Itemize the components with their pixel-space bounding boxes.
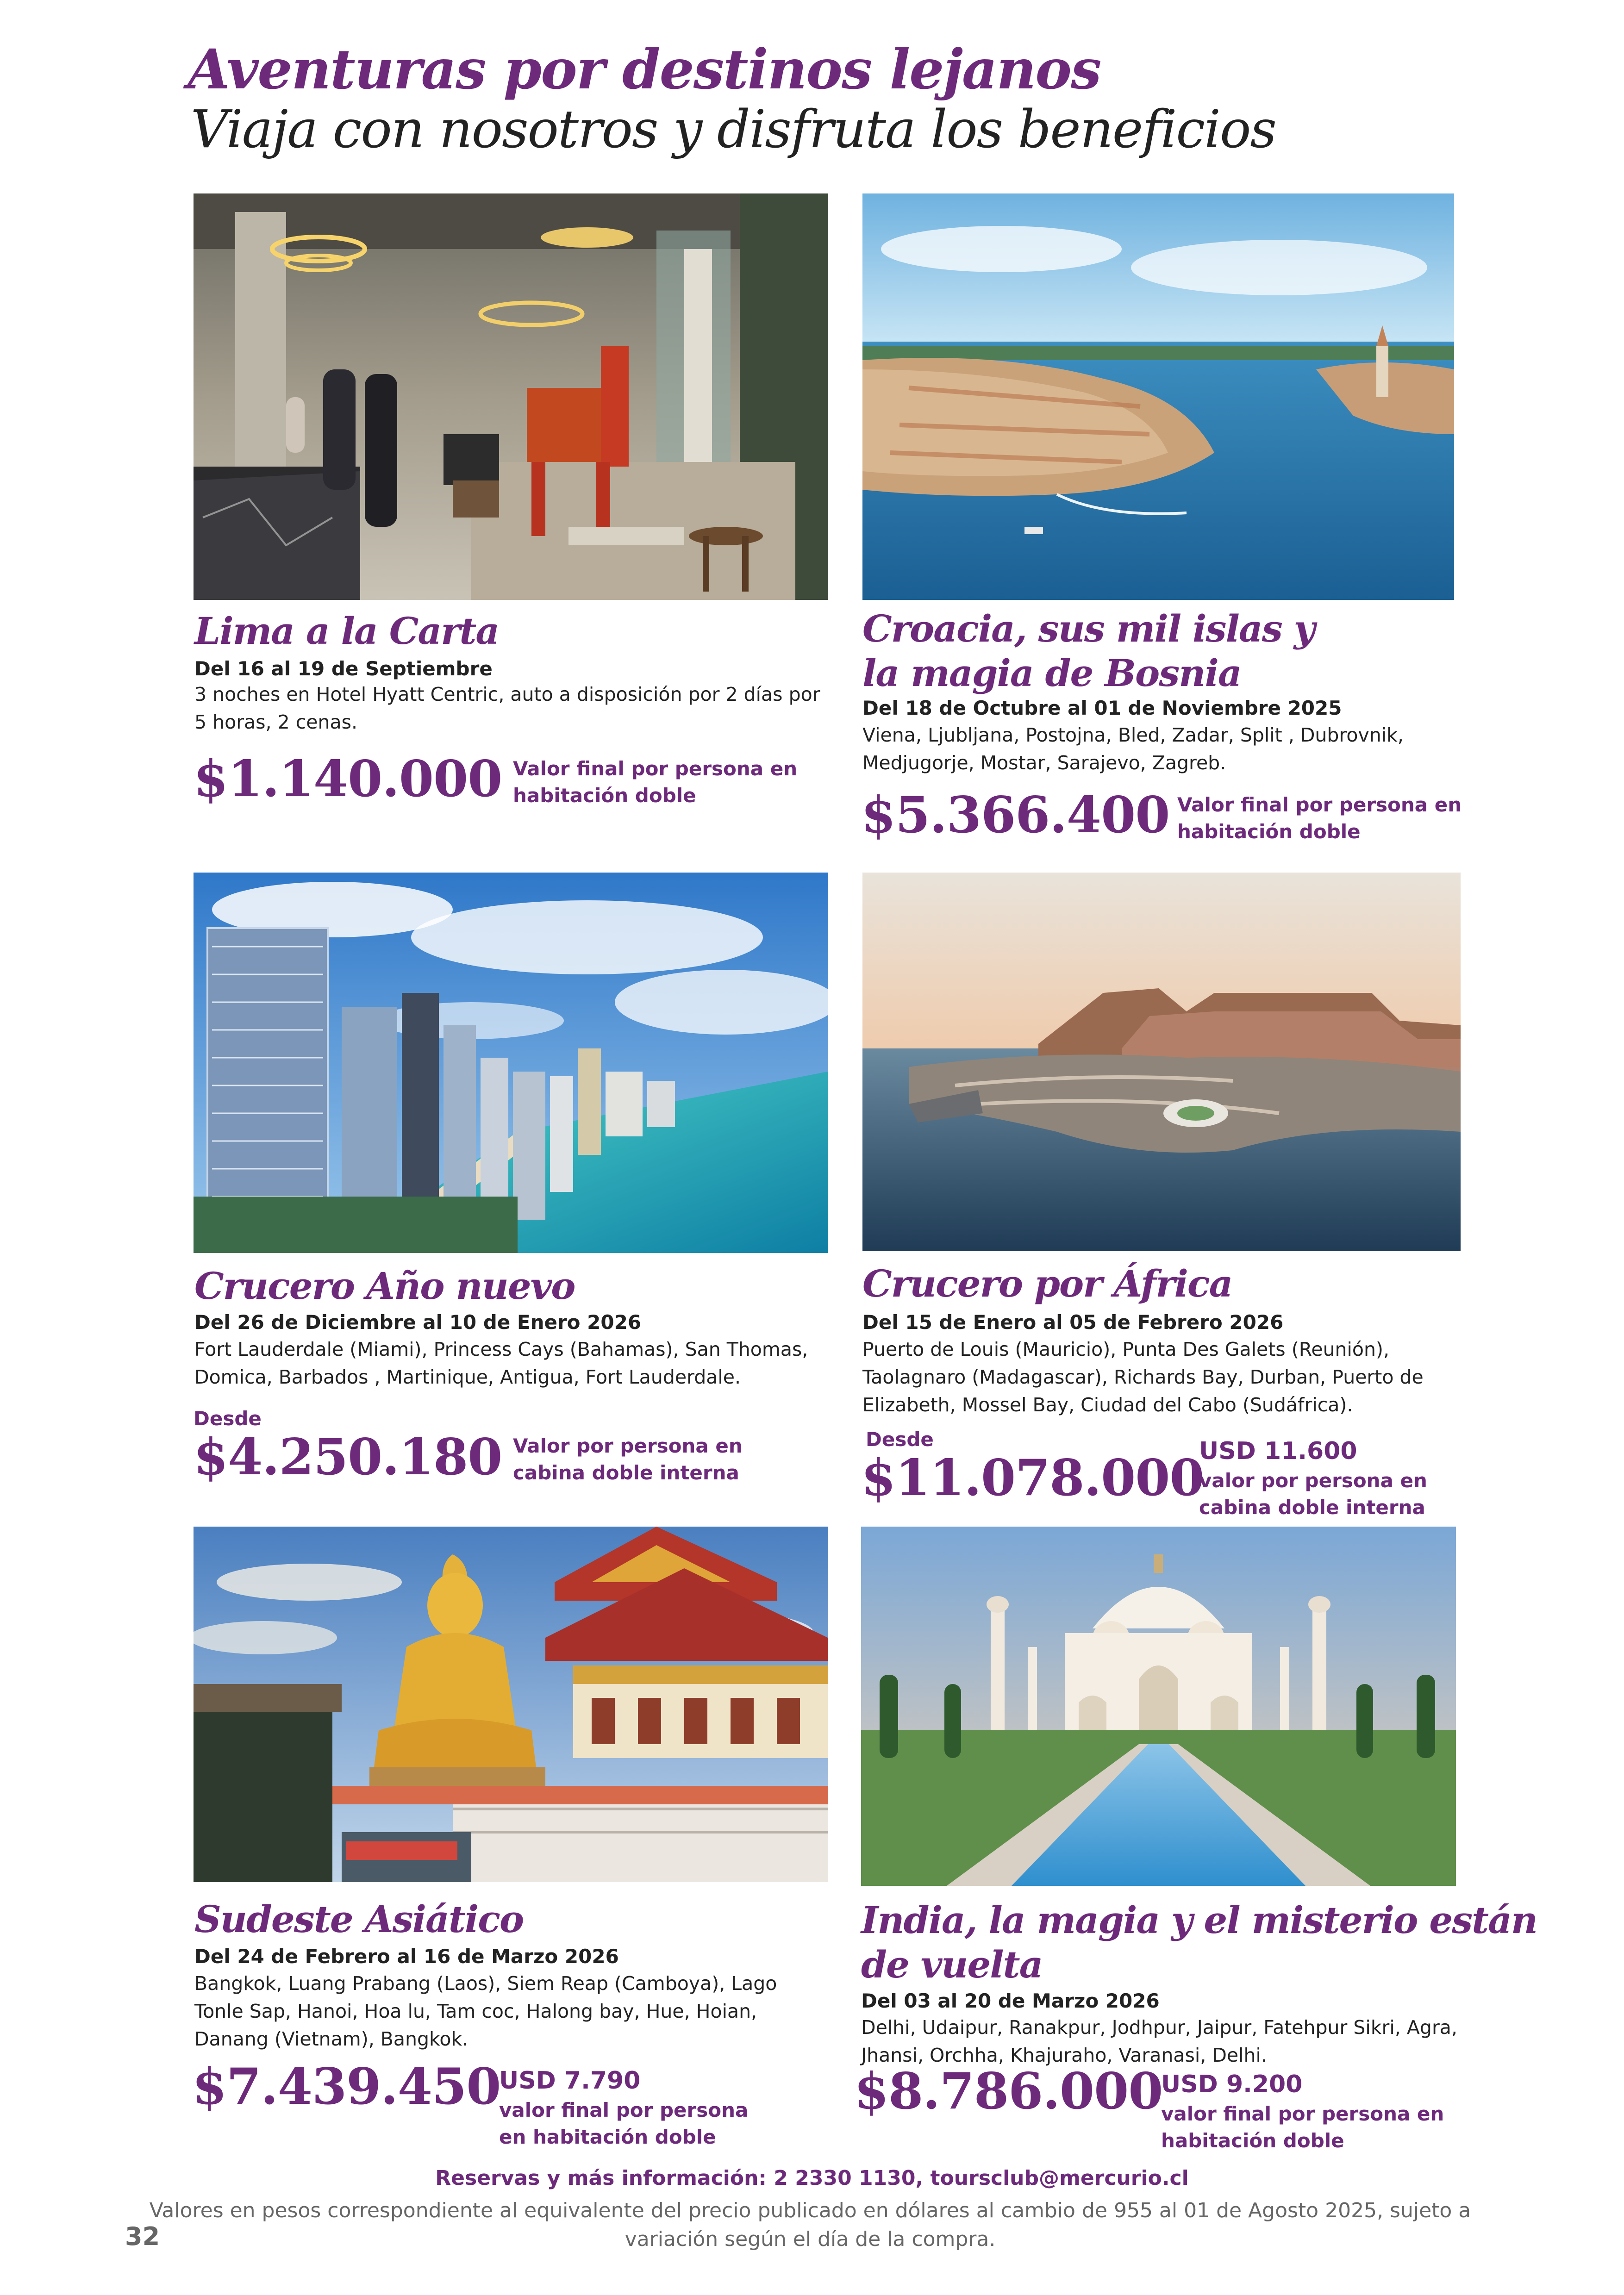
photo-thai-temple — [194, 1527, 828, 1882]
card-price-crucero-africa: $11.078.000 — [861, 1449, 1204, 1507]
card-description-croacia: Viena, Ljubljana, Postojna, Bled, Zadar, Split , Dubrovnik, Medjugorje, Mostar, Sarajevo, Zagreb. — [862, 724, 1404, 774]
card-price-crucero-ano-nuevo: $4.250.180 — [194, 1428, 502, 1486]
card-title-lima — [194, 609, 499, 653]
page-subtitle: Viaja con nosotros y disfruta los beneficios — [191, 100, 1276, 160]
card-price-india: $8.786.000 — [854, 2062, 1163, 2120]
photo-miami-beach — [194, 873, 828, 1253]
card-title-crucero-ano-nuevo — [194, 1264, 575, 1308]
card-dates-sudeste-asiatico: Del 24 de Febrero al 16 de Marzo 2026 — [194, 1945, 619, 1968]
card-title-croacia — [862, 606, 1314, 695]
card-title-crucero-africa — [862, 1261, 1232, 1306]
card-desde-crucero-ano-nuevo: Desde — [194, 1407, 262, 1430]
card-title-line: Sudeste Asiático — [194, 1897, 524, 1941]
card-dates-crucero-africa: Del 15 de Enero al 05 de Febrero 2026 — [862, 1311, 1284, 1334]
card-description-lima: 3 noches en Hotel Hyatt Centric, auto a disposición por 2 días por 5 horas, 2 cenas. — [194, 683, 820, 733]
card-desde-crucero-africa: Desde — [866, 1428, 934, 1451]
card-price-sudeste-asiatico: $7.439.450 — [192, 2058, 501, 2116]
card-price-note-crucero-africa: valor por persona en cabina doble interna — [1199, 1469, 1427, 1519]
card-description-india: Delhi, Udaipur, Ranakpur, Jodhpur, Jaipur, Fatehpur Sikri, Agra, Jhansi, Orchha, Khajuraho, Varanasi, Delhi. — [861, 2016, 1457, 2066]
card-price-note-sudeste-asiatico: valor final por persona en habitación doble — [499, 2099, 749, 2148]
card-usd-sudeste-asiatico: USD 7.790 — [499, 2067, 641, 2095]
reservas-contact-line: Reservas y más información: 2 2330 1130, toursclub@mercurio.cl — [435, 2166, 1189, 2190]
page-number: 32 — [125, 2222, 160, 2251]
card-usd-india: USD 9.200 — [1161, 2070, 1303, 2098]
photo-cape-town — [862, 873, 1461, 1251]
card-description-crucero-ano-nuevo: Fort Lauderdale (Miami), Princess Cays (Bahamas), San Thomas, Domica, Barbados , Martinique, Antigua, Fort Lauderdale. — [194, 1338, 808, 1388]
card-price-note-crucero-ano-nuevo: Valor por persona en cabina doble interna — [513, 1434, 743, 1484]
card-dates-india: Del 03 al 20 de Marzo 2026 — [861, 1989, 1160, 2012]
card-title-line: Crucero Año nuevo — [194, 1264, 575, 1308]
card-description-crucero-africa: Puerto de Louis (Mauricio), Punta Des Galets (Reunión), Taolagnaro (Madagascar), Richards Bay, Durban, Puerto de Elizabeth, Mossel Bay, Ciudad del Cabo (Sudáfrica). — [862, 1338, 1424, 1416]
card-price-lima: $1.140.000 — [194, 750, 502, 808]
card-dates-croacia: Del 18 de Octubre al 01 de Noviembre 2025 — [862, 697, 1342, 719]
card-price-croacia: $5.366.400 — [861, 786, 1170, 844]
card-title-line: de vuelta — [861, 1943, 1043, 1986]
photo-taj-mahal — [861, 1527, 1456, 1886]
card-title-line: India, la magia y el misterio están — [861, 1898, 1537, 1942]
card-price-note-croacia: Valor final por persona en habitación doble — [1177, 793, 1462, 843]
photo-croacia-coast — [862, 193, 1454, 600]
card-title-line: Croacia, sus mil islas y — [862, 607, 1315, 650]
card-title-line: Crucero por África — [862, 1262, 1232, 1305]
card-dates-crucero-ano-nuevo: Del 26 de Diciembre al 10 de Enero 2026 — [194, 1311, 642, 1334]
page-title: Aventuras por destinos lejanos — [187, 37, 1101, 101]
photo-lima-hotel-lobby — [194, 193, 828, 600]
card-dates-lima: Del 16 al 19 de Septiembre — [194, 657, 493, 680]
card-usd-crucero-africa: USD 11.600 — [1199, 1437, 1357, 1465]
card-price-note-india: valor final por persona en habitación doble — [1161, 2102, 1444, 2152]
card-title-line: Lima a la Carta — [194, 609, 499, 653]
price-footnote: Valores en pesos correspondiente al equivalente del precio publicado en dólares al cambio de 955 al 01 de Agosto 2025, sujeto a variación según el día de la compra. — [149, 2199, 1471, 2251]
card-price-note-lima: Valor final por persona en habitación doble — [513, 757, 798, 807]
card-title-india — [861, 1898, 1537, 1987]
card-description-sudeste-asiatico: Bangkok, Luang Prabang (Laos), Siem Reap (Camboya), Lago Tonle Sap, Hanoi, Hoa lu, Tam coc, Halong bay, Hue, Hoian, Danang (Vietnam), Bangkok. — [194, 1972, 777, 2050]
card-title-sudeste-asiatico — [194, 1897, 523, 1941]
card-title-line: la magia de Bosnia — [862, 651, 1241, 695]
